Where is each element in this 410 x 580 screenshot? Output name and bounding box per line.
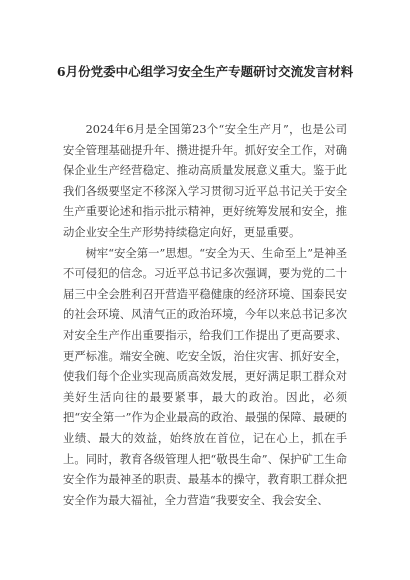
document-title: 6月份党委中心组学习安全生产专题研讨交流发言材料	[56, 64, 354, 79]
document-body	[63, 120, 347, 511]
paragraph-2: 树牢“安全第一”思想。“安全为天、生命至上”是神圣不可侵犯的信念。习近平总书记多次强调，要为党的二十届三中全会胜利召开营造平稳健康的经济环境、国泰民安的社会环境、风清气正的政治环境，今年以来总书记多次对安全生产作出重要指示，给我们工作提出了更高要求、更严标准。端安全碗、吃安全饭，治住灾害、抓好安全，使我们每个企业实现高质高效发展，更好满足职工群众对美好生活向往的最要紧事，最大的政治。因此，必须把“安全第一”作为企业最高的政治、最强的保障、最硬的业绩、最大的效益，始终放在首位，记在心上，抓在手上。同时，教育各级管理人把“敬畏生命”、保护矿工生命安全作为最神圣的职责、最基本的操守，教育职工群众把安全作为最大福祉，全力营造“我要安全、我会安全、	[63, 246, 347, 507]
paragraph-1: 2024年6月是全国第23个“安全生产月”，也是公司安全管理基础提升年、攒进提升年。抓好安全工作，对确保企业生产经营稳定、推动高质量发展意义重大。鉴于此我们各级要坚定不移深入学习贯彻习近平总书记关于安全生产重要论述和指示批示精神，更好统筹发展和安全，推动企业安全生产形势持续稳定向好，更显重要。	[63, 123, 347, 239]
